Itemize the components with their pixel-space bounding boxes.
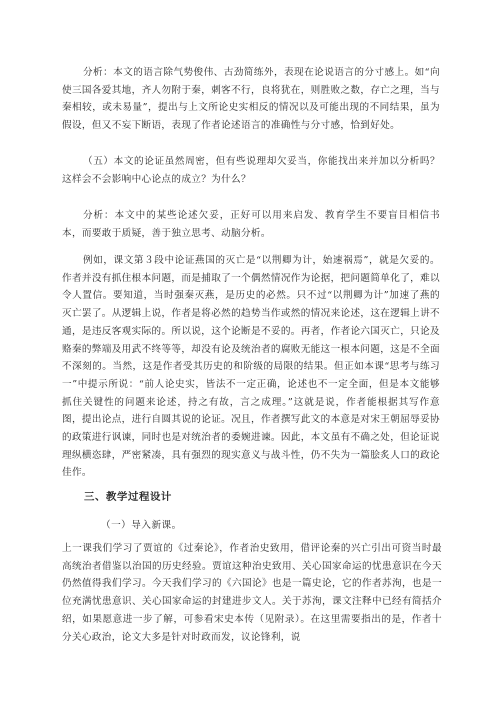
- subsection-title: （一）导入新课。: [101, 520, 182, 531]
- paragraph-analysis-flaws: 分析：本文中的某些论述欠妥，正好可以用来启发、教育学生不要盲目相信书本，而要敢于质疑，善于独立思考、动脑分析。: [62, 210, 440, 239]
- paragraph-introduction: 上一课我们学习了贾谊的《过秦论》，作者治史致用，借评论秦的兴亡引出可资当时最高统治者借鉴以治国的历史经验。贾谊这种治史致用、关心国家命运的忧患意识在今天仍然值得我们学习。今天我们学习的《六国论》也是一篇史论，它的作者苏洵，也是一位充满忧患意识、关心国家命运的封建进步文人。关于苏洵，课文注释中已经有简括介绍，如果愿意进一步了解，可参看宋史本传（见附录）。在这里需要指出的是，作者十分关心政治，论文大多是针对时政而发，议论锋利，说: [62, 543, 442, 643]
- paragraph-example-discussion: 例如，课文第３段中论证燕国的灭亡是“以荆卿为计，始速祸焉”，就是欠妥的。作者并没有抓住根本问题，而是捕取了一个偶然情况作为论据，把问题简单化了，难以令人置信。要知道，当时强秦灭燕，是历史的必然。只不过“以荆卿为计”加速了燕的灭亡罢了。从逻辑上说，作者是将必然的趋势当作或然的情况来论述，这在逻辑上讲不通，是违反客观实际的。所以说，这个论断是不妥的。再者，作者论六国灭亡，只论及赂秦的弊端及用武不终等等，却没有论及统治者的腐败无能这一根本问题，这是不全面不深刻的。当然，这是作者受其历史的和阶级的局限的结果。但正如本课“思考与练习一”中提示所说：“前人论史实，皆法不一定正确，论述也不一定全面，但是本文能够抓住关键性的问题来论述，持之有故，言之成理。”这就是说，作者能根据其写作意图，提出论点，进行自圆其说的论证。况且，作者撰写此文的本意是对宋王朝屈辱妥协的政策进行讽谏，同时也是对统治者的委婉进谏。因此，本文虽有不确之处，但论证说理纵横恣肆，严密紧凑，具有强烈的现实意义与战斗性，仍不失为一篇脍炙人口的政论佳作。: [62, 255, 440, 479]
- section-title: 三、教学过程设计: [84, 491, 172, 503]
- paragraph-analysis-language: 分析：本文的语言除气势俊伟、古劲简练外，表现在论说语言的分寸感上。如“向使三国各爱其地，齐人勿附于秦，刺客不行，良将犹在，则胜败之数，存亡之理，当与秦相较，或未易量”，提出与上文所论史实相反的情况以及可能出现的不同结果，虽为假设，但又不妄下断语，表现了作者论述语言的准确性与分寸感，恰到好处。: [62, 67, 440, 132]
- paragraph-question-five: （五）本文的论证虽然周密，但有些说理却欠妥当，你能找出来并加以分析吗？这样会不会影响中心论点的成立？为什么？: [62, 156, 440, 185]
